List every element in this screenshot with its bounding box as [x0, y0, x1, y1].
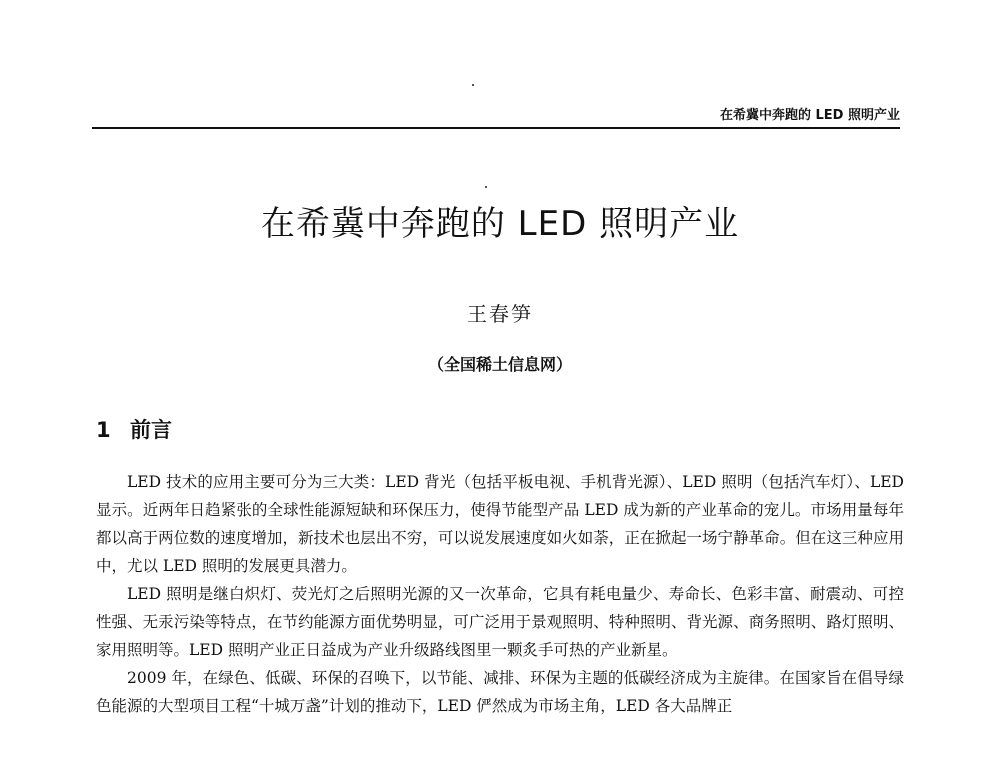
running-header: 在希冀中奔跑的 LED 照明产业 — [719, 108, 900, 123]
author-name: 王春笋 — [467, 302, 533, 326]
section-heading — [96, 414, 172, 444]
article-title: 在希冀中奔跑的 LED 照明产业 — [260, 204, 740, 244]
body-paragraph: 2009 年，在绿色、低碳、环保的召唤下，以节能、减排、环保为主题的低碳经济成为主旋律。在国家旨在倡导绿色能源的大型项目工程“十城万盏”计划的推动下，LED 俨然成为市场主角，LED 各大品牌正 — [96, 669, 904, 715]
scan-speck — [472, 84, 474, 86]
scan-speck — [485, 186, 487, 188]
section-title: 前言 — [130, 418, 172, 442]
section-number: 1 — [96, 418, 111, 442]
body-paragraph: LED 照明是继白炽灯、荧光灯之后照明光源的又一次革命，它具有耗电量少、寿命长、色彩丰富、耐震动、可控性强、无汞污染等特点，在节约能源方面优势明显，可广泛用于景观照明、特种照明、背光源、商务照明、路灯照明、家用照明等。LED 照明产业正日益成为产业升级路线图里一颗炙手可热的产业新星。 — [96, 585, 904, 659]
author-affiliation: （全国稀土信息网） — [427, 355, 572, 374]
header-rule — [92, 127, 900, 129]
article-body — [96, 468, 904, 720]
body-paragraph: LED 技术的应用主要可分为三大类：LED 背光（包括平板电视、手机背光源）、LED 照明（包括汽车灯）、LED 显示。近两年日趋紧张的全球性能源短缺和环保压力，使得节能型产品 LED 成为新的产业革命的宠儿。市场用量每年都以高于两位数的速度增加，新技术也层出不穷，可以说发展速度如火如荼，正在掀起一场宁静革命。但在这三种应用中，尤以 LED 照明的发展更具潜力。 — [96, 473, 904, 575]
